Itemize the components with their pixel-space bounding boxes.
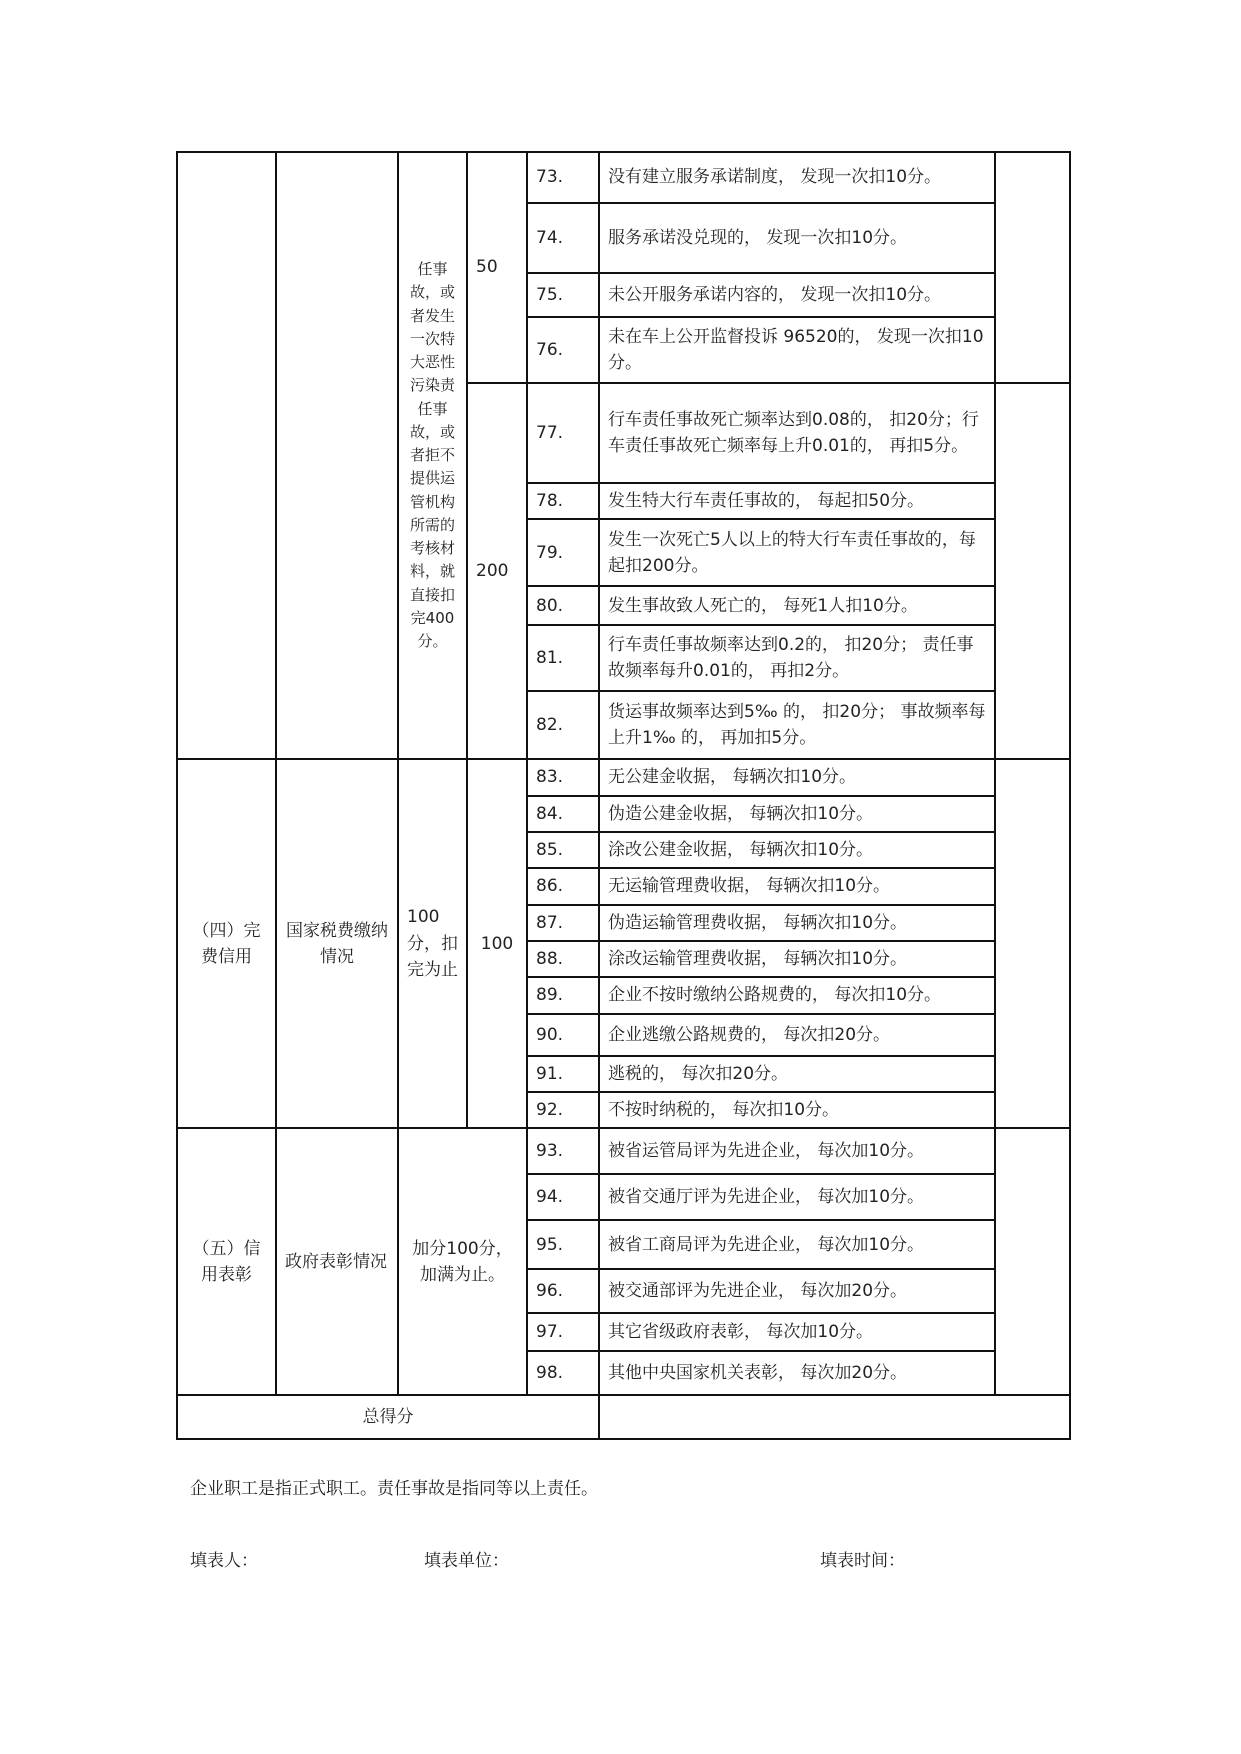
item-number: 93. xyxy=(527,1128,599,1174)
score-cell: 50 xyxy=(467,152,527,383)
total-score-label: 总得分 xyxy=(177,1395,599,1439)
item-number: 81. xyxy=(527,625,599,691)
item-number: 85. xyxy=(527,832,599,868)
remark-cell xyxy=(995,152,1070,383)
deduction-rule: 未在车上公开监督投诉 96520的， 发现一次扣10分。 xyxy=(599,317,995,383)
item-number: 83. xyxy=(527,759,599,795)
standard-note: 任事故，或者发生一次特大恶性污染责任事故，或者拒不提供运管机构所需的考核材料，就直接扣完400分。 xyxy=(398,152,467,759)
remark-cell xyxy=(995,759,1070,1128)
item-number: 75. xyxy=(527,273,599,317)
addition-rule: 被交通部评为先进企业， 每次加20分。 xyxy=(599,1269,995,1313)
addition-rule: 被省运管局评为先进企业， 每次加10分。 xyxy=(599,1128,995,1174)
addition-rule: 其他中央国家机关表彰， 每次加20分。 xyxy=(599,1351,995,1395)
deduction-rule: 无公建金收据， 每辆次扣10分。 xyxy=(599,759,995,795)
category-cell: （四）完费信用 xyxy=(177,759,276,1128)
item-number: 92. xyxy=(527,1092,599,1128)
item-number: 74. xyxy=(527,203,599,273)
deduction-rule: 企业不按时缴纳公路规费的， 每次扣10分。 xyxy=(599,977,995,1013)
item-number: 79. xyxy=(527,519,599,586)
deduction-rule: 伪造公建金收据， 每辆次扣10分。 xyxy=(599,796,995,832)
deduction-rule: 发生一次死亡5人以上的特大行车责任事故的，每起扣200分。 xyxy=(599,519,995,586)
footnote: 企业职工是指正式职工。责任事故是指同等以上责任。 xyxy=(190,1479,598,1499)
item-number: 89. xyxy=(527,977,599,1013)
category-cell-empty xyxy=(177,152,276,759)
deduction-rule: 货运事故频率达到5‰ 的， 扣20分； 事故频率每上升1‰ 的， 再加扣5分。 xyxy=(599,691,995,759)
deduction-rule: 未公开服务承诺内容的， 发现一次扣10分。 xyxy=(599,273,995,317)
date-label: 填表时间： xyxy=(820,1551,905,1571)
item-number: 78. xyxy=(527,483,599,519)
unit-label: 填表单位： xyxy=(424,1551,509,1571)
total-score-value xyxy=(599,1395,1070,1439)
deduction-rule: 没有建立服务承诺制度， 发现一次扣10分。 xyxy=(599,152,995,203)
item-number: 73. xyxy=(527,152,599,203)
standard-cell: 100分，扣完为止 xyxy=(398,759,467,1128)
item-cell-empty xyxy=(276,152,398,759)
deduction-rule: 服务承诺没兑现的， 发现一次扣10分。 xyxy=(599,203,995,273)
standard-cell: 加分100分，加满为止。 xyxy=(398,1128,527,1395)
filler-label: 填表人： xyxy=(190,1551,258,1571)
item-cell: 国家税费缴纳情况 xyxy=(276,759,398,1128)
addition-rule: 被省交通厅评为先进企业， 每次加10分。 xyxy=(599,1174,995,1220)
item-number: 86. xyxy=(527,868,599,904)
item-number: 98. xyxy=(527,1351,599,1395)
deduction-rule: 无运输管理费收据， 每辆次扣10分。 xyxy=(599,868,995,904)
item-number: 82. xyxy=(527,691,599,759)
deduction-rule: 逃税的， 每次扣20分。 xyxy=(599,1056,995,1092)
item-number: 84. xyxy=(527,796,599,832)
score-cell: 100 xyxy=(467,759,527,1128)
item-number: 80. xyxy=(527,586,599,625)
remark-cell xyxy=(995,383,1070,759)
deduction-rule: 企业逃缴公路规费的， 每次扣20分。 xyxy=(599,1014,995,1056)
deduction-rule: 发生事故致人死亡的， 每死1人扣10分。 xyxy=(599,586,995,625)
category-cell: （五）信用表彰 xyxy=(177,1128,276,1395)
item-cell: 政府表彰情况 xyxy=(276,1128,398,1395)
addition-rule: 被省工商局评为先进企业， 每次加10分。 xyxy=(599,1220,995,1269)
deduction-rule: 涂改公建金收据， 每辆次扣10分。 xyxy=(599,832,995,868)
remark-cell xyxy=(995,1128,1070,1395)
deduction-rule: 行车责任事故频率达到0.2的， 扣20分； 责任事故频率每升0.01的， 再扣2分。 xyxy=(599,625,995,691)
item-number: 96. xyxy=(527,1269,599,1313)
deduction-rule: 发生特大行车责任事故的， 每起扣50分。 xyxy=(599,483,995,519)
deduction-rule: 涂改运输管理费收据， 每辆次扣10分。 xyxy=(599,941,995,977)
item-number: 94. xyxy=(527,1174,599,1220)
item-number: 87. xyxy=(527,905,599,941)
item-number: 76. xyxy=(527,317,599,383)
item-number: 77. xyxy=(527,383,599,483)
item-number: 88. xyxy=(527,941,599,977)
item-number: 90. xyxy=(527,1014,599,1056)
deduction-rule: 伪造运输管理费收据， 每辆次扣10分。 xyxy=(599,905,995,941)
item-number: 91. xyxy=(527,1056,599,1092)
score-cell: 200 xyxy=(467,383,527,759)
deduction-rule: 行车责任事故死亡频率达到0.08的， 扣20分；行车责任事故死亡频率每上升0.01的， 再扣5分。 xyxy=(599,383,995,483)
item-number: 97. xyxy=(527,1313,599,1351)
addition-rule: 其它省级政府表彰， 每次加10分。 xyxy=(599,1313,995,1351)
assessment-table xyxy=(176,151,1071,1440)
deduction-rule: 不按时纳税的， 每次扣10分。 xyxy=(599,1092,995,1128)
item-number: 95. xyxy=(527,1220,599,1269)
